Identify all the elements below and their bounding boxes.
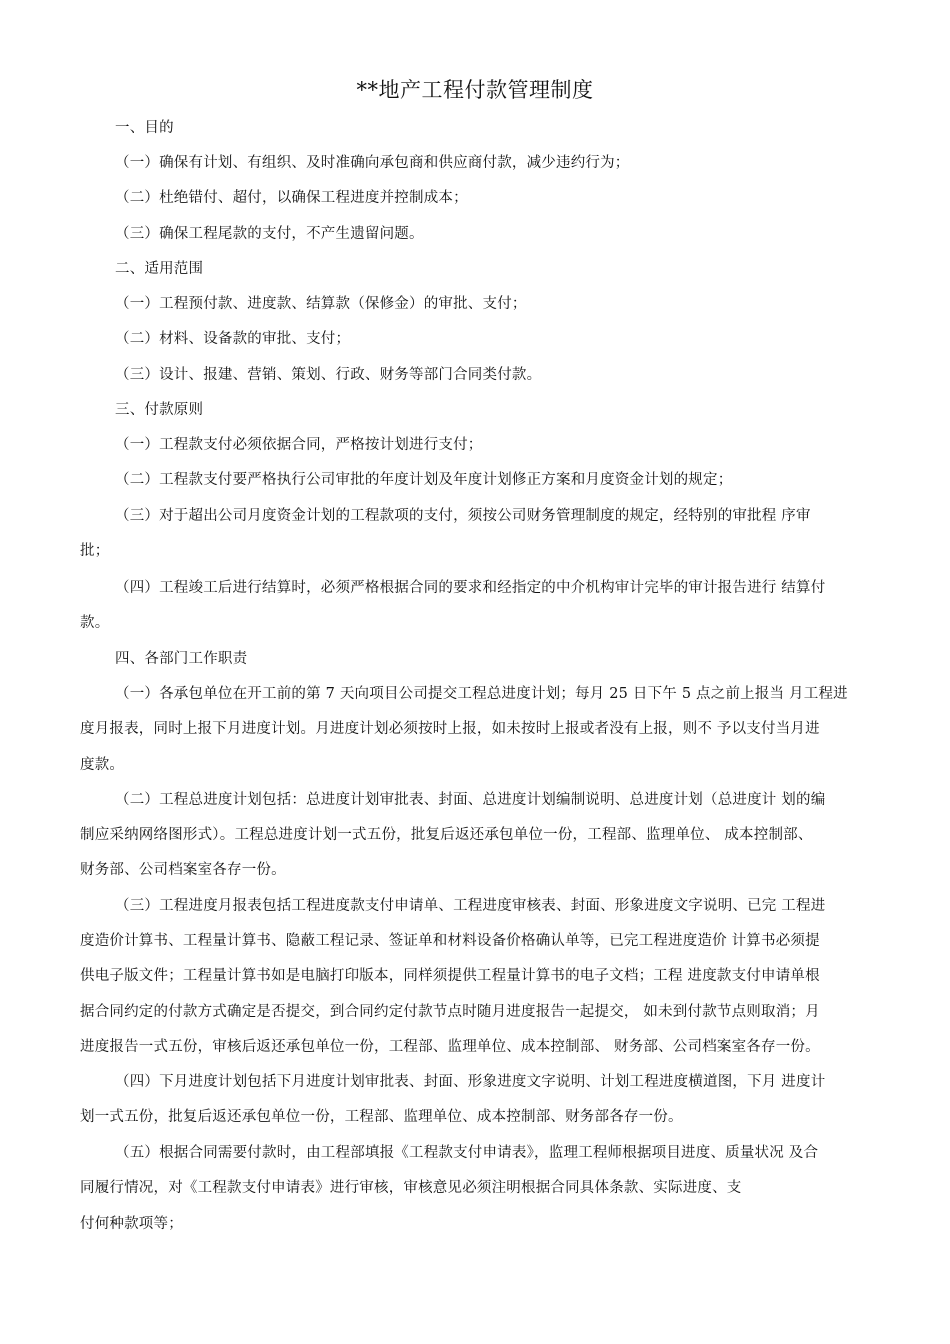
- paragraph: （三）设计、报建、营销、策划、行政、财务等部门合同类付款。: [115, 367, 542, 383]
- paragraph-continuation: 度造价计算书、工程量计算书、隐蔽工程记录、签证单和材料设备价格确认单等，已完工程进度造价 计算书必须提: [80, 933, 820, 949]
- section-heading-purpose: 一、目的: [115, 120, 174, 136]
- section-heading-principles: 三、付款原则: [115, 402, 204, 418]
- paragraph: （一）确保有计划、有组织、及时准确向承包商和供应商付款，减少违约行为；: [115, 155, 630, 171]
- paragraph-continuation: 同履行情况，对《工程款支付申请表》进行审核，审核意见必须注明根据合同具体条款、实际进度、支: [80, 1180, 742, 1196]
- document-title: **地产工程付款管理制度: [356, 78, 594, 102]
- paragraph-continuation: 制应采纳网络图形式）。工程总进度计划一式五份，批复后返还承包单位一份，工程部、监理单位、 成本控制部、: [80, 827, 813, 843]
- paragraph-continuation: 款。: [80, 615, 110, 631]
- paragraph: （二）工程款支付要严格执行公司审批的年度计划及年度计划修正方案和月度资金计划的规定；: [115, 472, 733, 488]
- paragraph-continuation: 划一式五份，批复后返还承包单位一份，工程部、监理单位、成本控制部、财务部各存一份。: [80, 1109, 683, 1125]
- paragraph: （三）对于超出公司月度资金计划的工程款项的支付，须按公司财务管理制度的规定，经特别的审批程 序审: [115, 508, 811, 524]
- paragraph-continuation: 付何种款项等；: [80, 1216, 183, 1232]
- paragraph: （一）各承包单位在开工前的第 7 天向项目公司提交工程总进度计划；每月 25 日下午 5 点之前上报当 月工程进: [115, 686, 848, 702]
- paragraph: （一）工程预付款、进度款、结算款（保修金）的审批、支付；: [115, 296, 527, 312]
- paragraph: （四）下月进度计划包括下月进度计划审批表、封面、形象进度文字说明、计划工程进度横道图，下月 进度计: [115, 1074, 826, 1090]
- paragraph: （四）工程竣工后进行结算时，必须严格根据合同的要求和经指定的中介机构审计完毕的审计报告进行 结算付: [115, 580, 826, 596]
- paragraph: （三）确保工程尾款的支付，不产生遗留问题。: [115, 226, 424, 242]
- paragraph: （五）根据合同需要付款时，由工程部填报《工程款支付申请表》，监理工程师根据项目进度、质量状况 及合: [115, 1145, 819, 1161]
- paragraph: （三）工程进度月报表包括工程进度款支付申请单、工程进度审核表、封面、形象进度文字说明、已完 工程进: [115, 898, 826, 914]
- paragraph: （二）材料、设备款的审批、支付；: [115, 331, 351, 347]
- section-heading-responsibilities: 四、各部门工作职责: [115, 651, 248, 667]
- paragraph-continuation: 度月报表，同时上报下月进度计划。月进度计划必须按时上报，如未按时上报或者没有上报，则不 予以支付当月进: [80, 721, 820, 737]
- paragraph-continuation: 财务部、公司档案室各存一份。: [80, 862, 286, 878]
- paragraph: （二）工程总进度计划包括：总进度计划审批表、封面、总进度计划编制说明、总进度计划（总进度计 划的编: [115, 792, 826, 808]
- section-heading-scope: 二、适用范围: [115, 261, 204, 277]
- paragraph-continuation: 进度报告一式五份，审核后返还承包单位一份，工程部、监理单位、成本控制部、 财务部、公司档案室各存一份。: [80, 1039, 820, 1055]
- paragraph: （二）杜绝错付、超付，以确保工程进度并控制成本；: [115, 190, 468, 206]
- paragraph-continuation: 供电子版文件；工程量计算书如是电脑打印版本，同样须提供工程量计算书的电子文档；工程 进度款支付申请单根: [80, 968, 820, 984]
- paragraph-continuation: 据合同约定的付款方式确定是否提交，到合同约定付款节点时随月进度报告一起提交， 如未到付款节点则取消；月: [80, 1004, 820, 1020]
- paragraph-continuation: 度款。: [80, 757, 125, 773]
- paragraph-continuation: 批；: [80, 543, 110, 559]
- paragraph: （一）工程款支付必须依据合同，严格按计划进行支付；: [115, 437, 483, 453]
